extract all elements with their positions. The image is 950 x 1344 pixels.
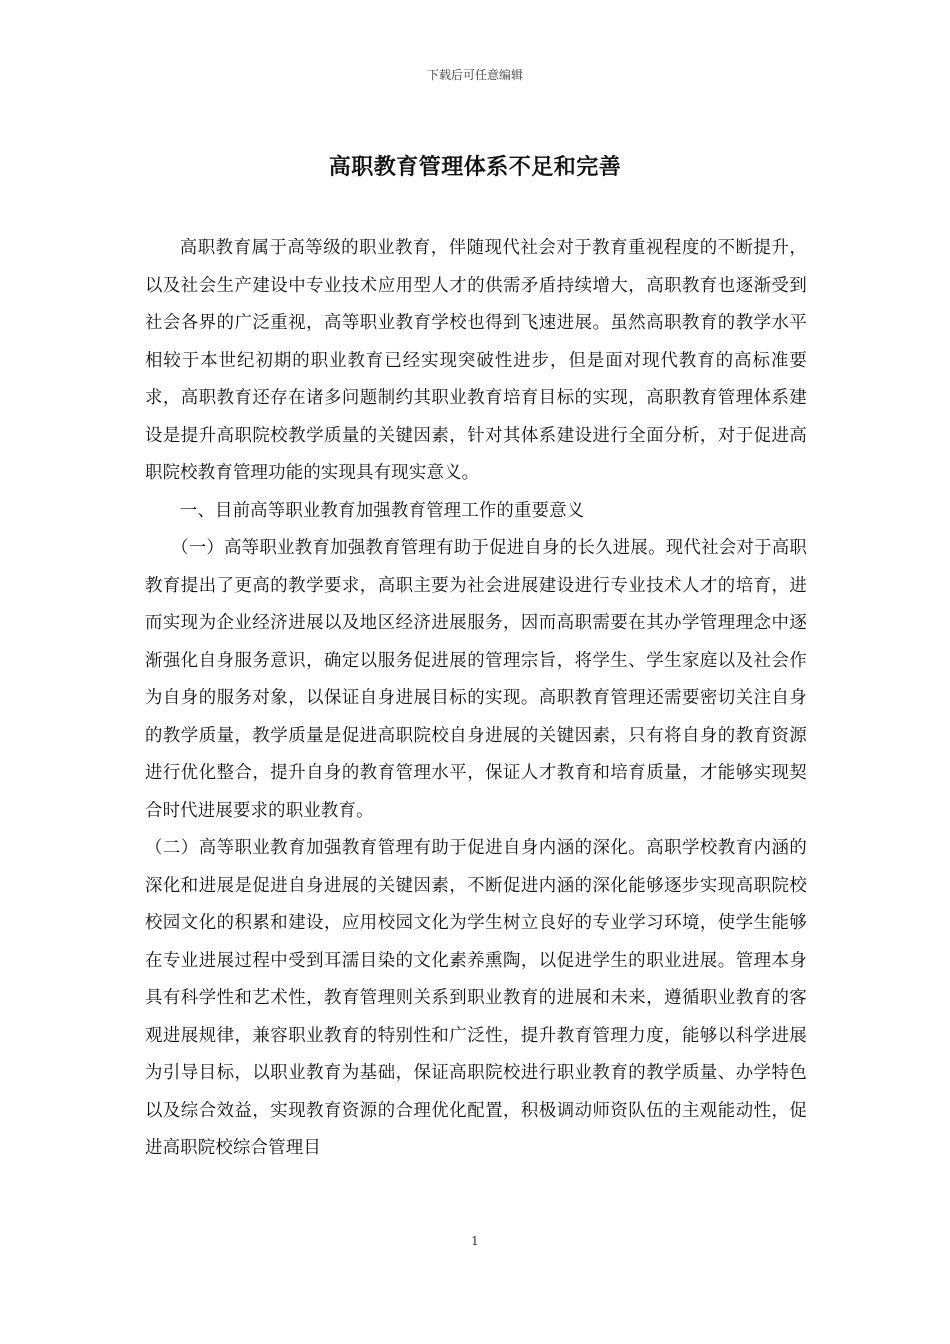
section-heading-1: 一、目前高等职业教育加强教育管理工作的重要意义 (179, 500, 585, 521)
document-body (145, 230, 807, 1168)
page-number: 1 (471, 1234, 479, 1248)
paragraph-sub-1: （一）高等职业教育加强教育管理有助于促进自身的长久进展。现代社会对于高职教育提出了更高的教学要求，高职主要为社会进展建设进行专业技术人才的培育，进而实现为企业经济进展以及地区经济进展服务，因而高职需要在其办学管理理念中逐渐强化自身服务意识，确定以服务促进展的管理宗旨，将学生、学生家庭以及社会作为自身的服务对象，以保证自身进展目标的实现。高职教育管理还需要密切关注自身的教学质量，教学质量是促进高职院校自身进展的关键因素，只有将自身的教育资源进行优化整合，提升自身的教育管理水平，保证人才教育和培育质量，才能够实现契合时代进展要求的职业教育。 (145, 538, 807, 821)
header-note: 下载后可任意编辑 (426, 68, 523, 82)
paragraph-intro: 高职教育属于高等级的职业教育，伴随现代社会对于教育重视程度的不断提升，以及社会生产建设中专业技术应用型人才的供需矛盾持续增大，高职教育也逐渐受到社会各界的广泛重视，高等职业教育学校也得到飞速进展。虽然高职教育的教学水平相较于本世纪初期的职业教育已经实现突破性进步，但是面对现代教育的高标准要求，高职教育还存在诸多问题制约其职业教育培育目标的实现，高职教育管理体系建设是提升高职院校教学质量的关键因素，针对其体系建设进行全面分析，对于促进高职院校教育管理功能的实现具有现实意义。 (145, 238, 807, 483)
document-title: 高职教育管理体系不足和完善 (328, 155, 622, 180)
paragraph-sub-2: （二）高等职业教育加强教育管理有助于促进自身内涵的深化。高职学校教育内涵的深化和进展是促进自身进展的关键因素，不断促进内涵的深化能够逐步实现高职院校校园文化的积累和建设，应用校园文化为学生树立良好的专业学习环境，使学生能够在专业进展过程中受到耳濡目染的文化素养熏陶，以促进学生的职业进展。管理本身具有科学性和艺术性，教育管理则关系到职业教育的进展和未来，遵循职业教育的客观进展规律，兼容职业教育的特别性和广泛性，提升教育管理力度，能够以科学进展为引导目标，以职业教育为基础，保证高职院校进行职业教育的教学质量、办学特色以及综合效益，实现教育资源的合理优化配置，积极调动师资队伍的主观能动性，促进高职院校综合管理目 (145, 838, 807, 1158)
